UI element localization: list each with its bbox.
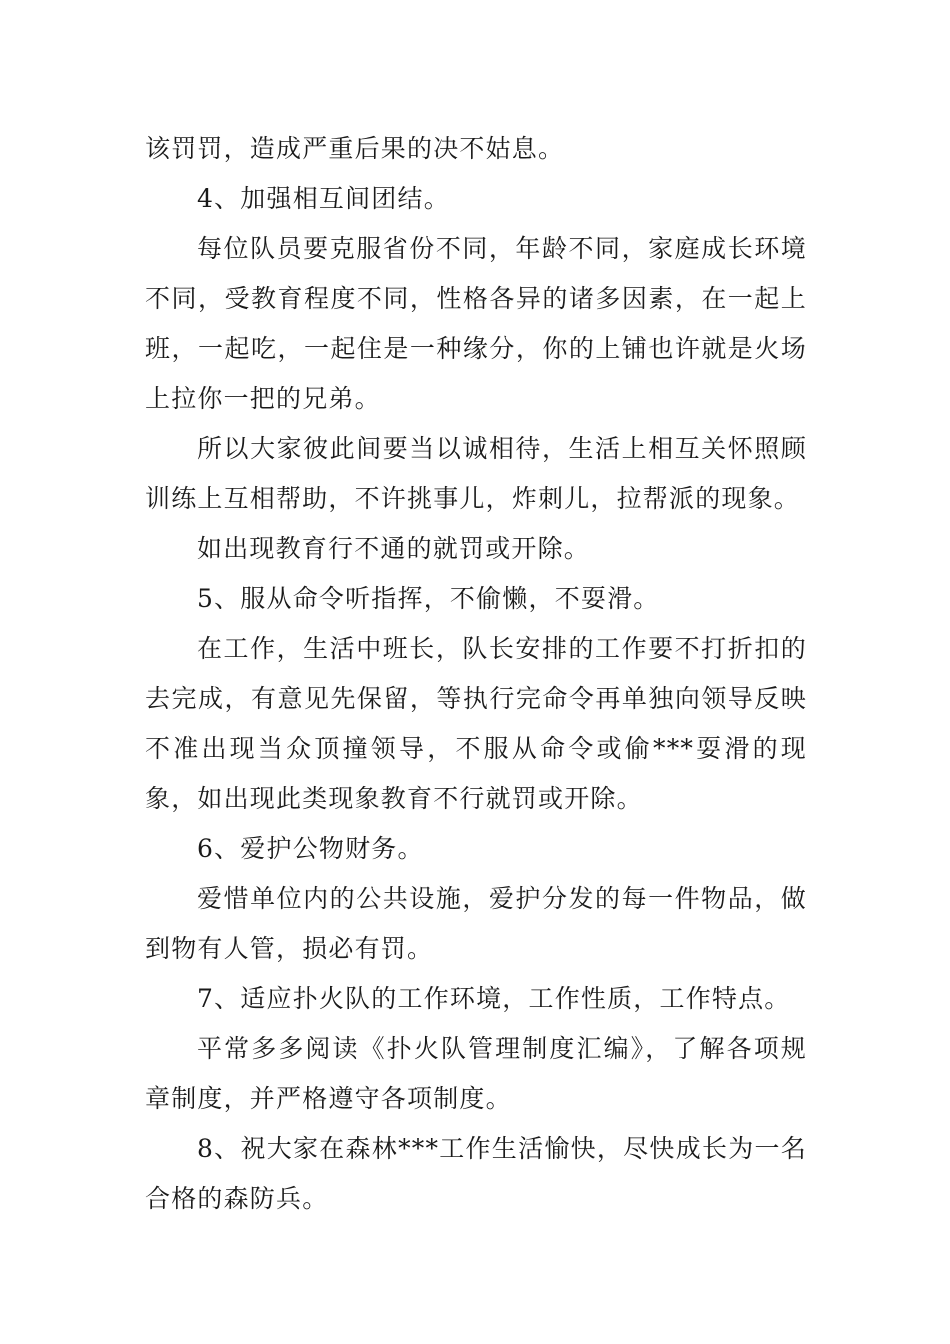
paragraph: 所以大家彼此间要当以诚相待，生活上相互关怀照顾训练上互相帮助，不许挑事儿，炸刺儿，拉帮派的现象。 (145, 434, 807, 513)
paragraph: 在工作，生活中班长，队长安排的工作要不打折扣的去完成，有意见先保留，等执行完命令再单独向领导反映不准出现当众顶撞领导，不服从命令或偷***耍滑的现象，如出现此类现象教育不行就罚或开除。 (145, 634, 807, 813)
section-heading-8: 8、祝大家在森林***工作生活愉快，尽快成长为一名合格的森防兵。 (145, 1134, 807, 1213)
paragraph: 如出现教育行不通的就罚或开除。 (197, 534, 591, 563)
document-body (145, 124, 807, 1224)
section-heading-5: 5、服从命令听指挥，不偷懒，不耍滑。 (197, 584, 660, 613)
section-heading-7: 7、适应扑火队的工作环境，工作性质，工作特点。 (197, 984, 791, 1013)
paragraph: 平常多多阅读《扑火队管理制度汇编》，了解各项规章制度，并严格遵守各项制度。 (145, 1034, 807, 1113)
paragraph: 每位队员要克服省份不同，年龄不同，家庭成长环境不同，受教育程度不同，性格各异的诸多因素，在一起上班，一起吃，一起住是一种缘分，你的上铺也许就是火场上拉你一把的兄弟。 (145, 234, 807, 413)
section-heading-4: 4、加强相互间团结。 (197, 184, 450, 213)
paragraph-continuation: 该罚罚，造成严重后果的决不姑息。 (145, 134, 565, 163)
paragraph: 爱惜单位内的公共设施，爱护分发的每一件物品，做到物有人管，损必有罚。 (145, 884, 807, 963)
section-heading-6: 6、爱护公物财务。 (197, 834, 424, 863)
